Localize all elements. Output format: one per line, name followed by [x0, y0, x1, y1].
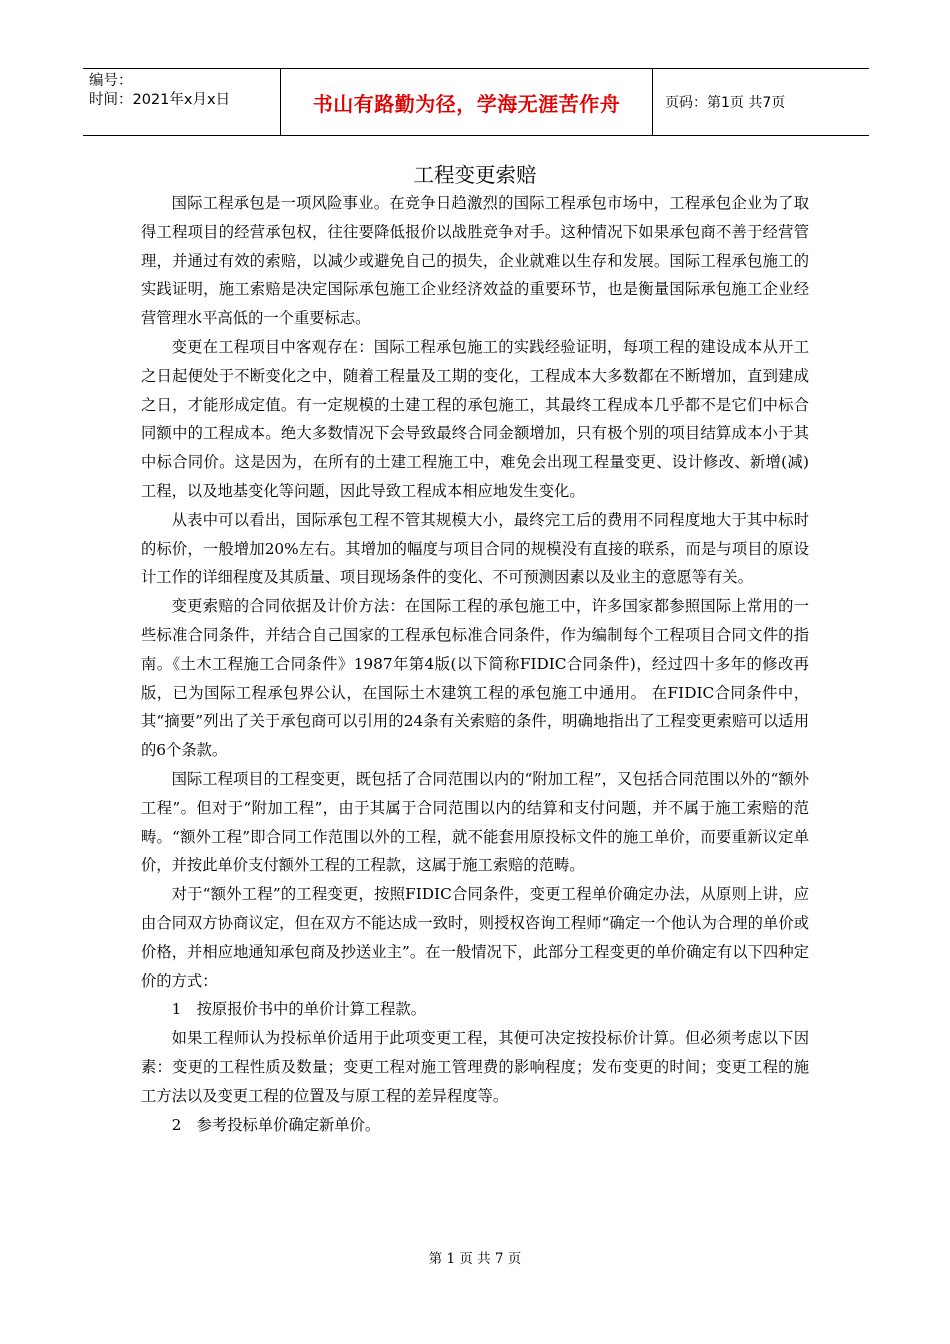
list-item-heading: 2 参考投标单价确定新单价。: [171, 1115, 381, 1134]
header-page-info-cell: [653, 69, 869, 135]
document-body: [141, 189, 809, 1139]
document-date: 时间：2021年x月x日: [89, 92, 231, 108]
paragraph: 变更索赔的合同依据及计价方法：在国际工程的承包施工中，许多国家都参照国际上常用的一些标准合同条件，并结合自己国家的工程承包标准合同条件，作为编制每个工程项目合同文件的指南。《土木工程施工合同条件》1987年第4版(以下简称FIDIC合同条件)，经过四十多年的修改再版，已为国际工程承包界公认，在国际土木建筑工程的承包施工中通用。 在FIDIC合同条件中，其“摘要”列出了关于承包商可以引用的24条有关索赔的条件，明确地指出了工程变更索赔可以适用的6个条款。: [141, 597, 809, 760]
header-motto-cell: [281, 69, 653, 135]
paragraph: 国际工程承包是一项风险事业。在竞争日趋激烈的国际工程承包市场中，工程承包企业为了取得工程项目的经营承包权，往往要降低报价以战胜竞争对手。这种情况下如果承包商不善于经营管理，并通过有效的索赔，以减少或避免自己的损失，企业就难以生存和发展。国际工程承包施工的实践证明，施工索赔是决定国际承包施工企业经济效益的重要环节，也是衡量国际承包施工企业经营管理水平高低的一个重要标志。: [141, 194, 809, 328]
document-number-label: 编号：: [89, 73, 133, 89]
document-title: 工程变更索赔: [413, 163, 537, 187]
paragraph: 国际工程项目的工程变更，既包括了合同范围以内的“附加工程”，又包括合同范围以外的“额外工程”。但对于“附加工程”，由于其属于合同范围以内的结算和支付问题，并不属于施工索赔的范畴。“额外工程”即合同工作范围以外的工程，就不能套用原投标文件的施工单价，而要重新议定单价，并按此单价支付额外工程的工程款，这属于施工索赔的范畴。: [141, 769, 809, 875]
paragraph: 对于“额外工程”的工程变更，按照FIDIC合同条件，变更工程单价确定办法，从原则上讲，应由合同双方协商议定，但在双方不能达成一致时，则授权咨询工程师“确定一个他认为合理的单价或价格，并相应地通知承包商及抄送业主”。在一般情况下，此部分工程变更的单价确定有以下四种定价的方式：: [141, 885, 809, 990]
paragraph: 如果工程师认为投标单价适用于此项变更工程，其便可决定按投标价计算。但必须考虑以下因素：变更的工程性质及数量；变更工程对施工管理费的影响程度；发布变更的时间；变更工程的施工方法以及变更工程的位置及与原工程的差异程度等。: [141, 1029, 809, 1105]
header-motto: 书山有路勤为径，学海无涯苦作舟: [312, 91, 621, 116]
paragraph: 变更在工程项目中客观存在：国际工程承包施工的实践经验证明，每项工程的建设成本从开工之日起便处于不断变化之中，随着工程量及工期的变化，工程成本大多数都在不断增加，直到建成之日，才能形成定值。有一定规模的土建工程的承包施工，其最终工程成本几乎都不是它们中标合同额中的工程成本。绝大多数情况下会导致最终合同金额增加，只有极个别的项目结算成本小于其中标合同价。这是因为，在所有的土建工程施工中，难免会出现工程量变更、设计修改、新增(减)工程，以及地基变化等问题，因此导致工程成本相应地发生变化。: [141, 337, 809, 500]
header-page-info: 页码：第1页 共7页: [665, 95, 786, 111]
page-header: [83, 68, 869, 136]
page-footer: 第 1 页 共 7 页: [428, 1251, 522, 1267]
paragraph: 从表中可以看出，国际承包工程不管其规模大小，最终完工后的费用不同程度地大于其中标时的标价，一般增加20%左右。其增加的幅度与项目合同的规模没有直接的联系，而是与项目的原设计工作的详细程度及其质量、项目现场条件的变化、不可预测因素以及业主的意愿等有关。: [141, 510, 809, 587]
header-meta: [83, 69, 281, 135]
list-item-heading: 1 按原报价书中的单价计算工程款。: [171, 1000, 427, 1019]
